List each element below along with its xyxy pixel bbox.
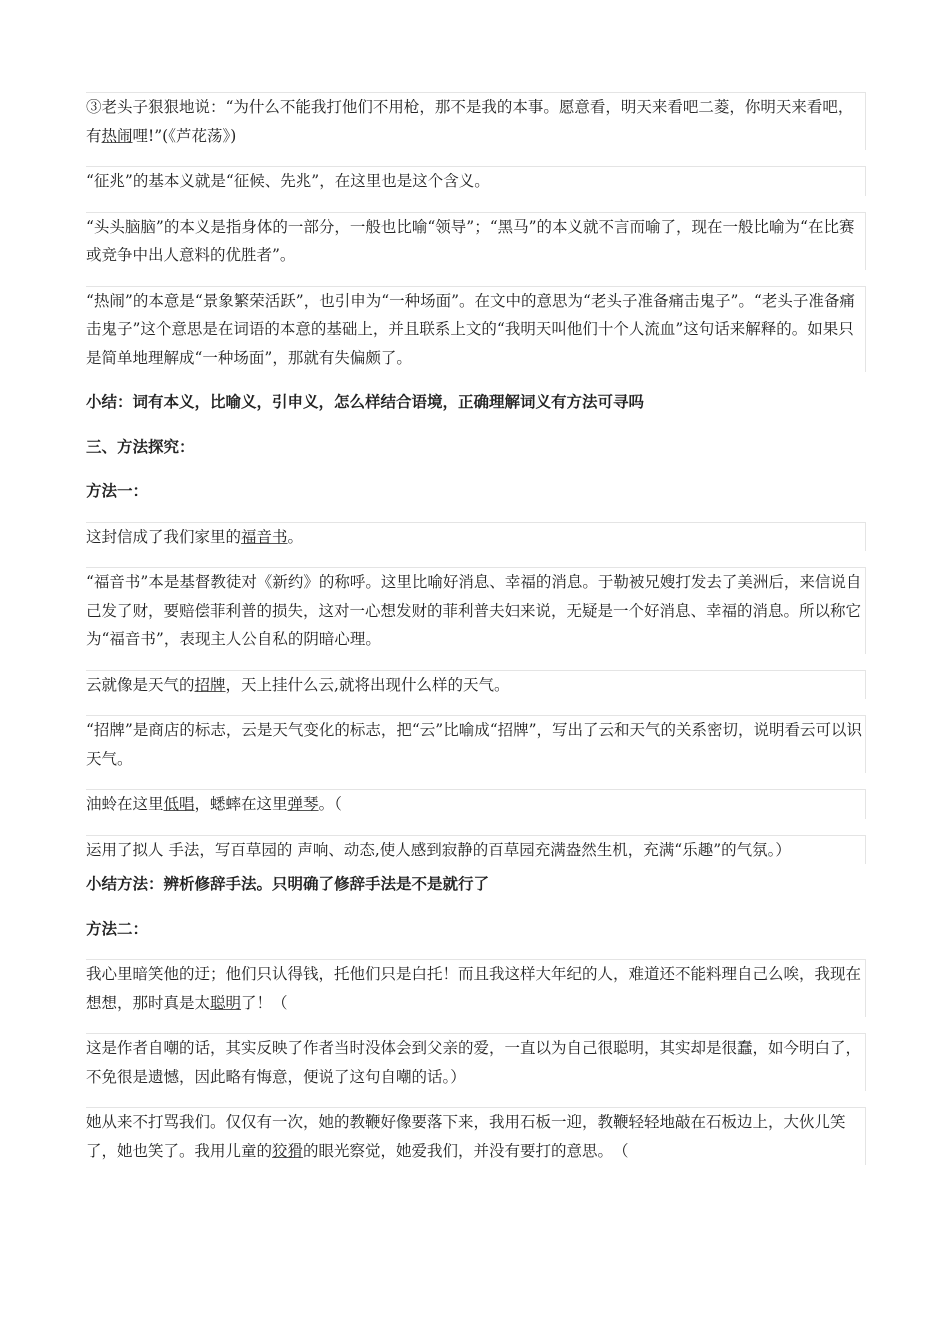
underlined-word: 狡猾	[272, 1141, 304, 1160]
text-span: 哩!”(《芦花荡》)	[132, 126, 237, 145]
explanation-youling: 运用了拟人 手法，写百草园的 声响、动态,使人感到寂静的百草园充满盎然生机，充满“乐趣”的气氛。）	[86, 835, 866, 865]
summary-heading-1: 小结：词有本义，比喻义，引申义，怎么样结合语境，正确理解词义有方法可寻吗	[86, 392, 645, 411]
explanation-fuyinshu: “福音书”本是基督教徒对《新约》的称呼。这里比喻好消息、幸福的消息。于勒被兄嫂打发去了美洲后，来信说自己发了财，要赔偿菲利普的损失，这对一心想发财的菲利普夫妇来说，无疑是一个好消息、幸福的消息。所以称它为“福音书”，表现主人公自私的阴暗心理。	[86, 567, 866, 654]
text-span: 了！（	[241, 993, 288, 1012]
text-span: 她从来不打骂我们。仅仅有一次，她的教鞭好像要落下来，我用石板一迎，教鞭轻轻地敲在石板边上，大伙儿笑了，她也笑了。我用儿童的	[86, 1113, 846, 1160]
underlined-word: 招牌	[194, 675, 226, 694]
example-jiaohua	[86, 1107, 866, 1165]
text-span: 。（	[318, 795, 342, 813]
text-span: 。	[287, 527, 304, 546]
paragraph-toutounaonao: “头头脑脑”的本义是指身体的一部分，一般也比喻“领导”；“黑马”的本义就不言而喻了，现在一般比喻为“在比赛或竞争中出人意料的优胜者”。	[86, 212, 866, 270]
text-span: ，蟋蟀在这里	[194, 795, 288, 813]
text-span: 云就像是天气的	[86, 675, 195, 694]
underlined-word: 弹琴	[287, 795, 319, 813]
method-two-heading: 方法二：	[86, 918, 149, 938]
section-heading-method-explore: 三、方法探究：	[86, 436, 195, 456]
text-span: ，天上挂什么云,就将出现什么样的天气。	[225, 675, 510, 694]
explanation-zhaopai: “招牌”是商店的标志，云是天气变化的标志，把“云”比喻成“招牌”，写出了云和天气的关系密切，说明看云可以识天气。	[86, 715, 866, 773]
text-span: 的眼光察觉，她爱我们，并没有要打的意思。 （	[303, 1141, 629, 1160]
method-one-heading: 方法一：	[86, 481, 149, 500]
text-span: 油蛉在这里	[86, 795, 164, 813]
text-span: ③老头子狠狠地说：“为什么不能我打他们不用枪，那不是我的本事。愿意看，明天来看吧二菱，你明天来看吧，有	[86, 98, 854, 145]
example-fuyinshu	[86, 522, 866, 552]
summary-heading-2: 小结方法：辨析修辞手法。只明确了修辞手法是不是就行了	[86, 874, 490, 893]
underlined-word: 福音书	[241, 527, 288, 546]
quote-paragraph-luhuadang	[86, 92, 866, 150]
underlined-word: 热闹	[101, 126, 133, 145]
example-youling	[86, 789, 866, 819]
underlined-word: 低唱	[163, 795, 195, 813]
paragraph-renao: “热闹”的本意是“景象繁荣活跃”，也引申为“一种场面”。在文中的意思为“老头子准备痛击鬼子”。“老头子准备痛击鬼子”这个意思是在词语的本意的基础上，并且联系上文的“我明天叫他们十个人流血”这句话来解释的。如果只是简单地理解成“一种场面”，那就有失偏颇了。	[86, 286, 866, 373]
example-congming	[86, 959, 866, 1017]
document-page	[86, 92, 866, 1181]
text-span: 这封信成了我们家里的	[86, 527, 242, 546]
underlined-word: 聪明	[210, 993, 242, 1012]
paragraph-zhengzhao: “征兆”的基本义就是“征候、先兆”，在这里也是这个含义。	[86, 166, 866, 196]
explanation-congming: 这是作者自嘲的话，其实反映了作者当时没体会到父亲的爱，一直以为自己很聪明，其实却是很蠢，如今明白了，不免很是遗憾，因此略有悔意，便说了这句自嘲的话。）	[86, 1033, 866, 1091]
text-span: 我心里暗笑他的迂；他们只认得钱，托他们只是白托！而且我这样大年纪的人，难道还不能料理自己么唉，我现在想想，那时真是太	[86, 965, 862, 1012]
example-zhaopai	[86, 670, 866, 700]
